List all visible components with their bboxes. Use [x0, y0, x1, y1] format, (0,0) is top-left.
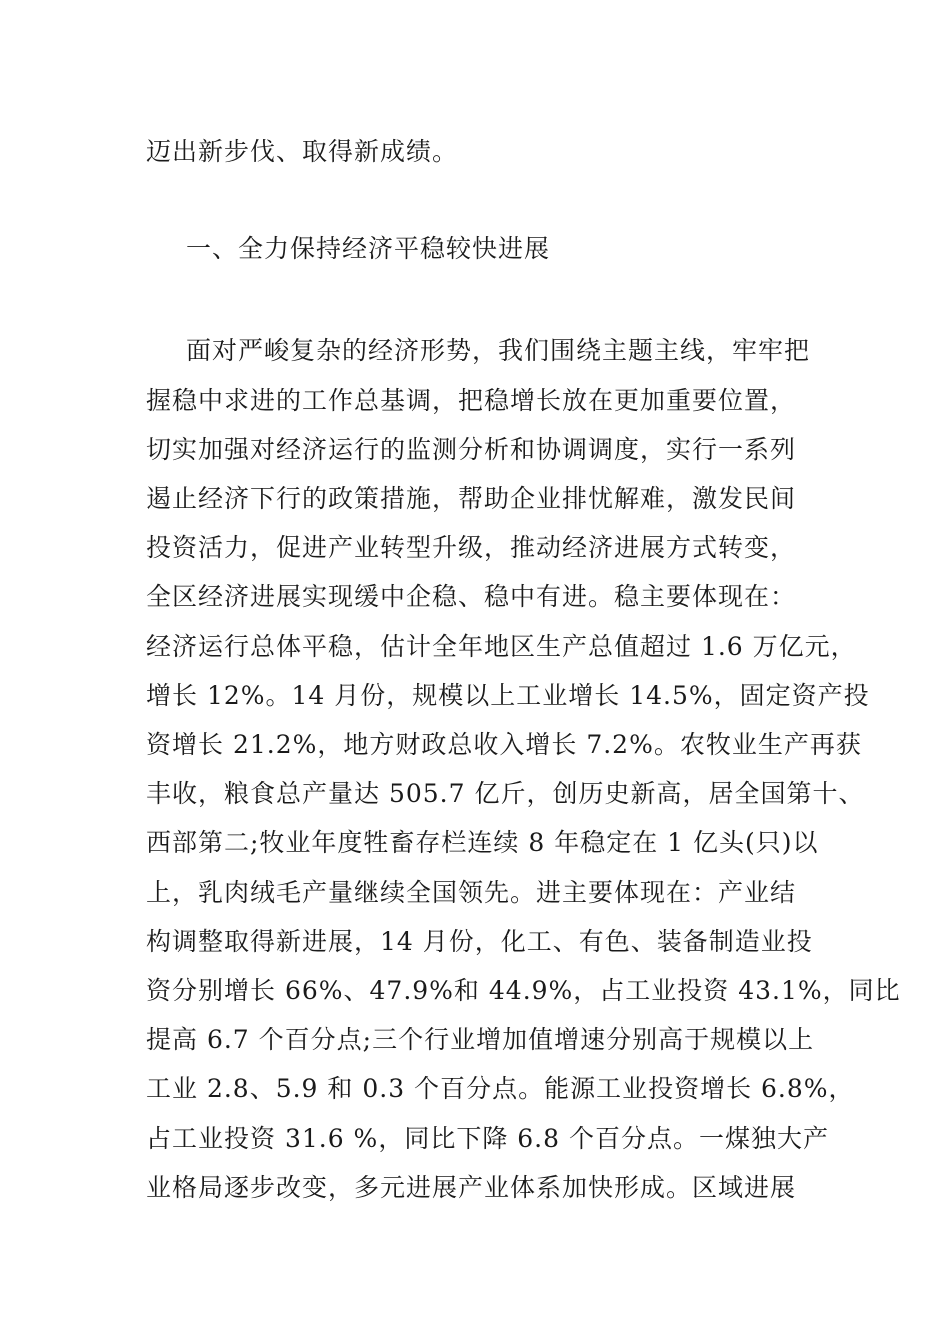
paragraph-line: 经济运行总体平稳，估计全年地区生产总值超过 1.6 万亿元， — [146, 632, 857, 661]
paragraph-line: 全区经济进展实现缓中企稳、稳中有进。稳主要体现在： — [146, 582, 797, 611]
paragraph-line: 增长 12%。14 月份，规模以上工业增长 14.5%，固定资产投 — [146, 681, 870, 710]
paragraph-line: 上，乳肉绒毛产量继续全国领先。进主要体现在：产业结 — [146, 878, 797, 907]
paragraph-line: 面对严峻复杂的经济形势，我们围绕主题主线，牢牢把 — [186, 336, 811, 365]
paragraph-line: 西部第二;牧业年度牲畜存栏连续 8 年稳定在 1 亿头(只)以 — [146, 828, 819, 857]
paragraph-line: 资增长 21.2%，地方财政总收入增长 7.2%。农牧业生产再获 — [146, 730, 862, 759]
paragraph-line: 遏止经济下行的政策措施，帮助企业排忧解难，激发民间 — [146, 484, 797, 513]
continuation-line: 迈出新步伐、取得新成绩。 — [146, 137, 459, 166]
paragraph-line: 提高 6.7 个百分点;三个行业增加值增速分别高于规模以上 — [146, 1025, 815, 1054]
paragraph-line: 切实加强对经济运行的监测分析和协调调度，实行一系列 — [146, 435, 797, 464]
section-heading: 一、全力保持经济平稳较快进展 — [186, 234, 551, 263]
paragraph-line: 业格局逐步改变，多元进展产业体系加快形成。区域进展 — [146, 1173, 797, 1202]
paragraph-line: 工业 2.8、5.9 和 0.3 个百分点。能源工业投资增长 6.8%， — [146, 1074, 855, 1103]
paragraph-line: 构调整取得新进展，14 月份，化工、有色、装备制造业投 — [146, 927, 813, 956]
paragraph-line: 投资活力，促进产业转型升级，推动经济进展方式转变， — [146, 533, 797, 562]
paragraph-line: 握稳中求进的工作总基调，把稳增长放在更加重要位置， — [146, 386, 797, 415]
paragraph-line: 资分别增长 66%、47.9%和 44.9%，占工业投资 43.1%，同比 — [146, 976, 901, 1005]
paragraph-line: 占工业投资 31.6 %，同比下降 6.8 个百分点。一煤独大产 — [146, 1124, 829, 1153]
paragraph-line: 丰收，粮食总产量达 505.7 亿斤，创历史新高，居全国第十、 — [146, 779, 865, 808]
